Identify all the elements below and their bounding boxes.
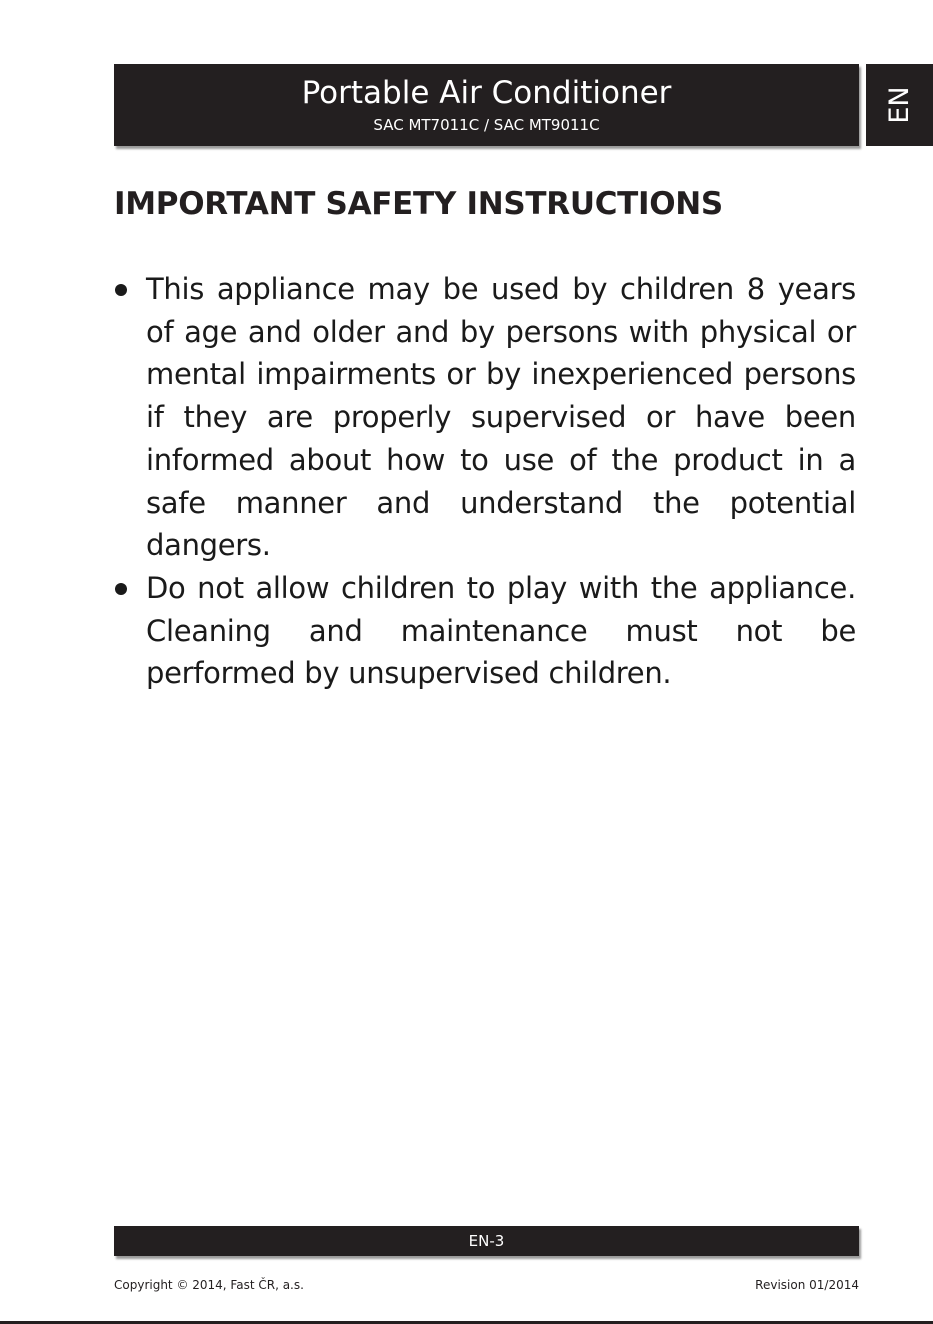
safety-instruction-item xyxy=(114,567,856,695)
safety-instruction-item xyxy=(114,268,856,567)
copyright-notice: Copyright © 2014, Fast ČR, a.s. xyxy=(114,1278,304,1292)
revision-label: Revision 01/2014 xyxy=(755,1278,859,1292)
language-tab-label: EN xyxy=(883,86,915,124)
section-heading: IMPORTANT SAFETY INSTRUCTIONS xyxy=(114,186,723,222)
bullet-icon xyxy=(115,284,127,296)
safety-instruction-list xyxy=(114,268,856,695)
safety-instruction-text: Do not allow children to play with the appliance. Cleaning and maintenance must not be performed by unsupervised children. xyxy=(146,570,856,691)
page-number: EN-3 xyxy=(468,1232,505,1250)
model-numbers: SAC MT7011C / SAC MT9011C xyxy=(373,116,600,134)
language-tab xyxy=(866,64,933,146)
bullet-icon xyxy=(115,583,127,595)
footer-bar xyxy=(114,1226,859,1256)
safety-instruction-text: This appliance may be used by children 8 years of age and older and by persons with physical or mental impairments or by inexperienced persons if they are properly supervised or have been informed about how to use of the product in a safe manner and understand the potential dangers. xyxy=(146,272,856,563)
header-bar xyxy=(114,64,859,146)
document-title: Portable Air Conditioner xyxy=(301,75,672,111)
